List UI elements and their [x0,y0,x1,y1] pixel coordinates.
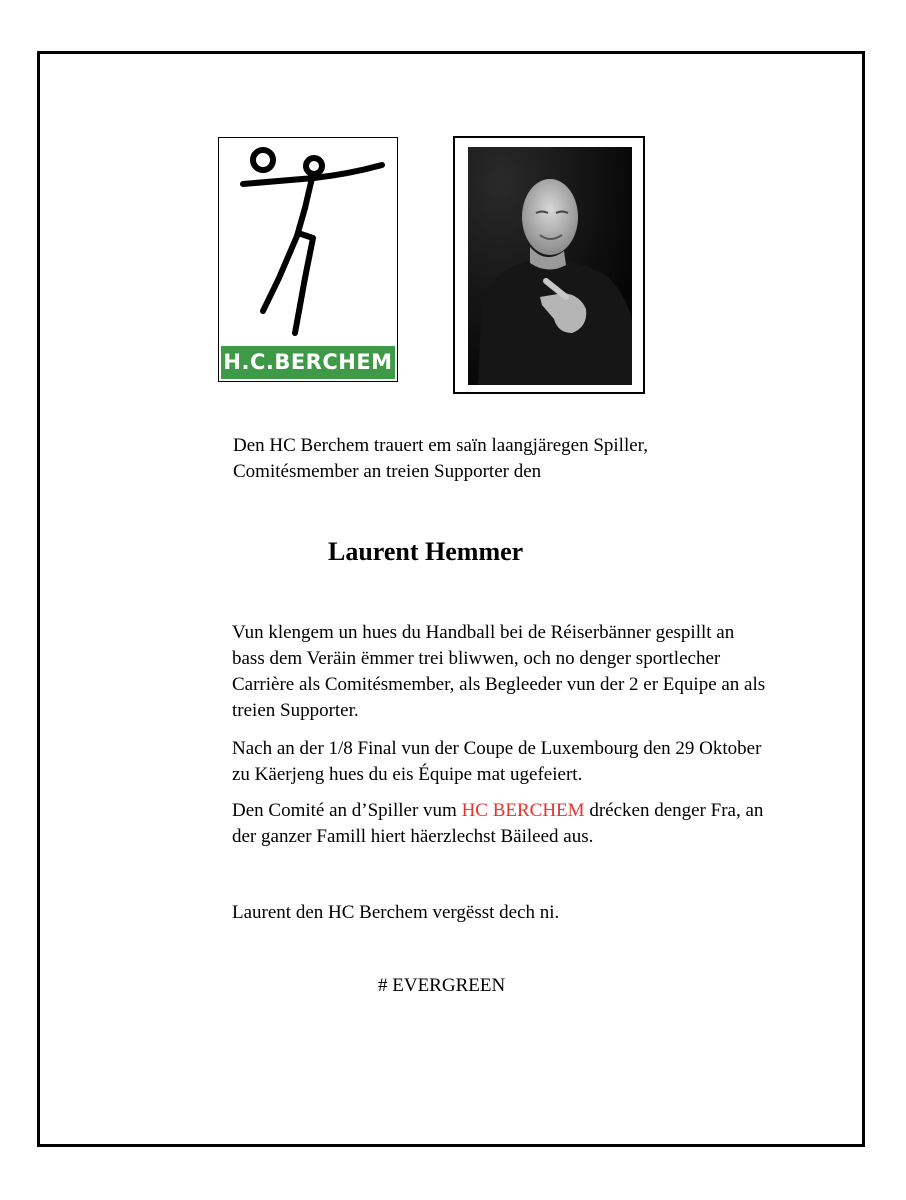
tribute-paragraph-1 [232,620,765,724]
intro-line: Den HC Berchem trauert em saïn laangjäregen Spiller, [233,435,648,456]
handball-player-icon [219,138,396,343]
paragraph-line: Nach an der 1/8 Final vun der Coupe de Luxembourg den 29 Oktober [232,738,762,759]
text-segment: Den Comité an d’Spiller vum [232,800,462,821]
portrait-frame [453,136,645,394]
paragraph-line: treien Supporter. [232,700,359,721]
deceased-name: Laurent Hemmer [328,537,524,566]
paragraph-line: Carrière als Comitésmember, als Begleeder vun der 2 er Equipe an als [232,674,766,695]
tribute-paragraph-2 [232,736,761,788]
club-name-banner: H.C.BERCHEM [221,346,395,379]
intro-text [233,433,648,485]
paragraph-line: zu Käerjeng hues du eis Équipe mat ugefeiert. [232,764,583,785]
paragraph-line: bass dem Veräin ëmmer trei bliwwen, och no denger sportlecher [232,648,721,669]
paragraph-line [232,798,763,824]
person-silhouette-icon [468,147,632,385]
club-logo [218,137,398,382]
paragraph-line: Vun klengem un hues du Handball bei de Réiserbänner gespillt an [232,622,735,643]
hashtag: # EVERGREEN [378,975,506,996]
club-name-highlight: HC BERCHEM [461,800,585,821]
text-segment: drécken denger Fra, an [584,800,764,821]
paragraph-line: der ganzer Famill hiert häerzlechst Bäileed aus. [232,826,594,847]
portrait-photo [468,147,632,385]
closing-line: Laurent den HC Berchem vergësst dech ni. [232,902,560,923]
tribute-paragraph-3 [232,798,763,850]
intro-line: Comitésmember an treien Supporter den [233,461,542,482]
